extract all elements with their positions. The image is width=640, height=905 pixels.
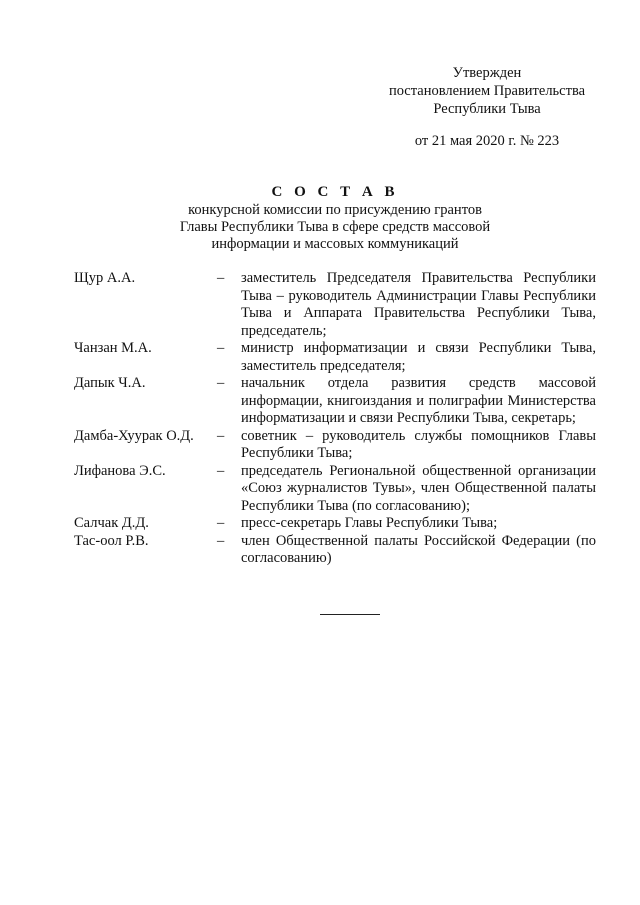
document-title: [140, 184, 530, 253]
member-name: Дамба-Хуурак О.Д.: [74, 427, 194, 444]
title-line-2: Главы Республики Тыва в сфере средств массовой: [179, 219, 491, 235]
member-row: [74, 428, 596, 463]
member-name: Чанзан М.А.: [74, 340, 152, 356]
member-role: начальник отдела развития средств массовой информации, книгоиздания и полиграфии Министерства информатизации и связи Республики Тыва, секретарь;: [241, 375, 596, 426]
approval-line-2: постановлением Правительства: [388, 83, 586, 99]
member-name: Дапык Ч.А.: [74, 375, 146, 391]
approval-line-1: Утвержден: [452, 65, 522, 81]
member-role: министр информатизации и связи Республики Тыва, заместитель председателя;: [241, 340, 596, 374]
title-line-1: конкурсной комиссии по присуждению грантов: [188, 202, 482, 218]
approval-stamp: [372, 64, 602, 150]
member-role: пресс-секретарь Главы Республики Тыва;: [241, 515, 498, 531]
member-role: член Общественной палаты Российской Федерации (по согласованию): [241, 532, 596, 566]
member-dash: –: [217, 515, 225, 531]
member-row: [74, 515, 596, 533]
members-list: [74, 270, 596, 568]
member-row: [74, 533, 596, 568]
member-role: председатель Региональной общественной организации «Союз журналистов Тувы», член Общественной палаты Республики Тыва (по согласованию);: [241, 462, 596, 514]
approval-date: от 21 мая 2020 г. № 223: [414, 133, 560, 149]
closing-rule: [320, 614, 380, 615]
member-dash: –: [217, 340, 225, 356]
member-dash: –: [217, 270, 225, 286]
approval-line-3: Республики Тыва: [433, 101, 541, 117]
member-row: [74, 463, 596, 516]
member-dash: –: [217, 375, 225, 391]
member-role: заместитель Председателя Правительства Республики Тыва – руководитель Администрации Главы Республики Тыва и Аппарата Правительства Республики Тыва, председатель;: [241, 270, 596, 339]
member-role: советник – руководитель службы помощников Главы Республики Тыва;: [241, 427, 596, 461]
title-heading: С О С Т А В: [271, 184, 399, 200]
member-row: [74, 270, 596, 340]
member-name: Тас-оол Р.В.: [74, 532, 149, 549]
member-dash: –: [217, 462, 225, 479]
member-dash: –: [217, 427, 225, 444]
member-row: [74, 375, 596, 428]
member-name: Щур А.А.: [74, 270, 136, 286]
member-dash: –: [217, 532, 225, 549]
member-name: Салчак Д.Д.: [74, 515, 149, 531]
member-name: Лифанова Э.С.: [74, 462, 166, 479]
title-line-3: информации и массовых коммуникаций: [211, 236, 459, 252]
member-row: [74, 340, 596, 375]
